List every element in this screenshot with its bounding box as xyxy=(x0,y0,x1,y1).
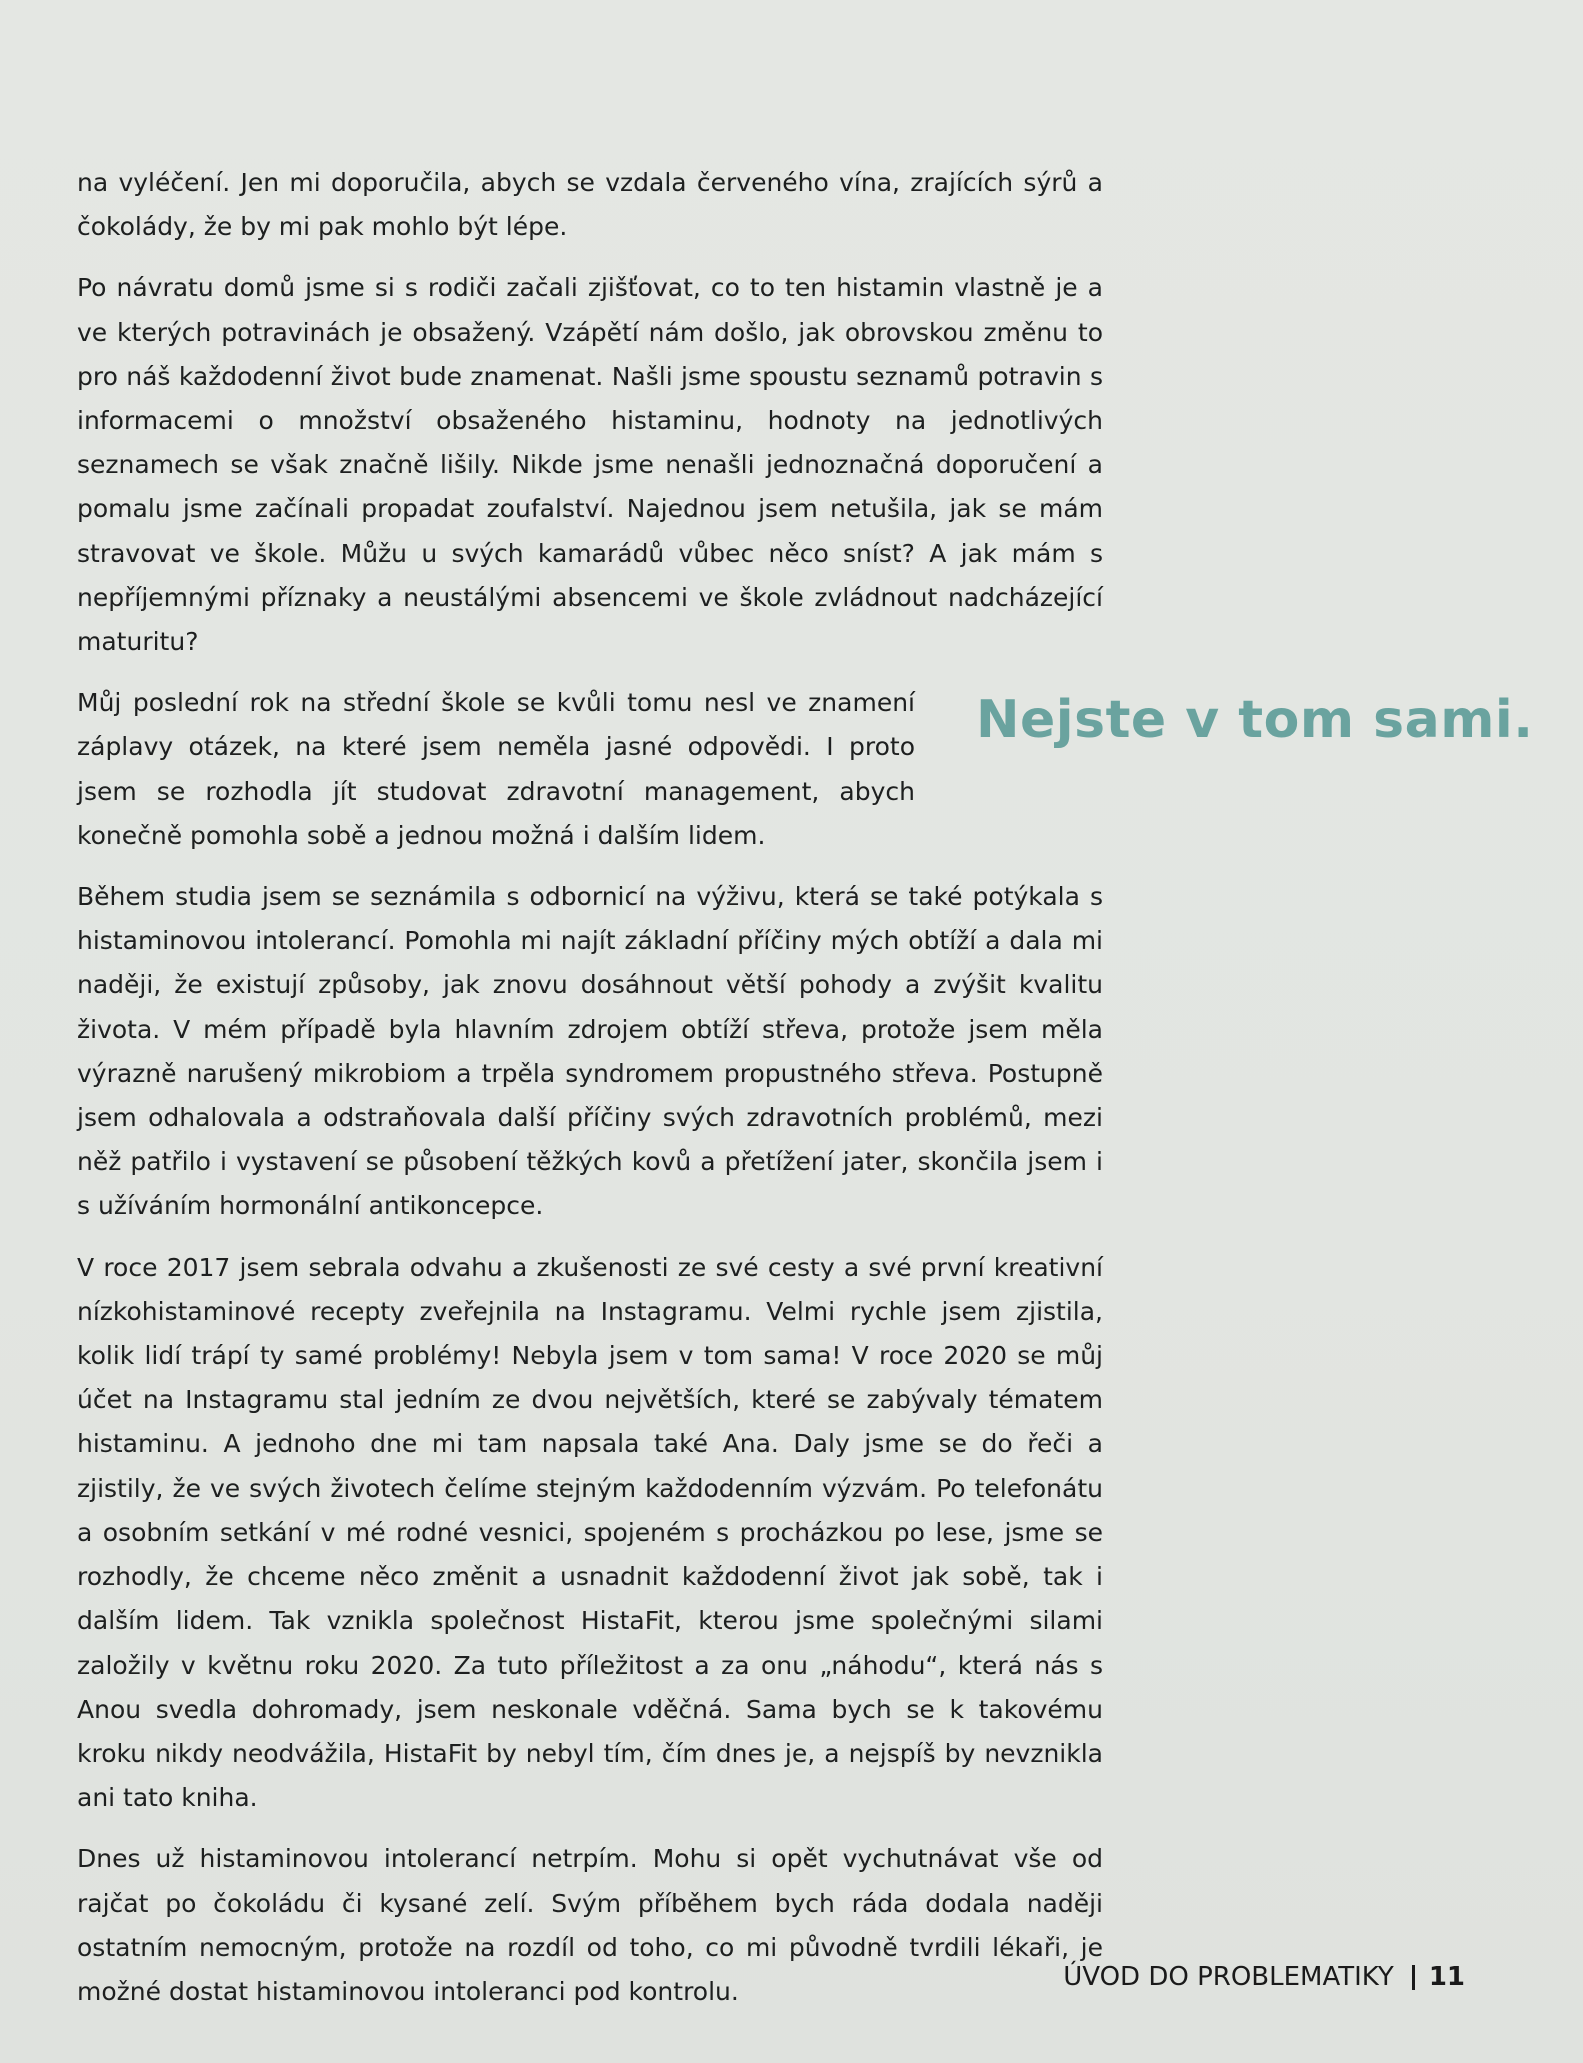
footer-divider xyxy=(1412,1965,1415,1990)
body-text xyxy=(77,161,1103,2031)
paragraph-4: Během studia jsem se seznámila s odbornicí na výživu, která se také potýkala s histaminovou intolerancí. Pomohla mi najít základní příčiny mých obtíží a dala mi naději, že existují způsoby, jak znovu dosáhnout větší pohody a zvýšit kvalitu života. V mém případě byla hlavním zdrojem obtíží střeva, protože jsem měla výrazně narušený mikrobiom a trpěla syndromem propustného střeva. Postupně jsem odhalovala a odstraňovala další příčiny svých zdravotních problémů, mezi něž patřilo i vystavení se působení těžkých kovů a přetížení jater, skončila jsem i s užíváním hormonální antikoncepce. xyxy=(77,882,1103,1221)
pull-quote: Nejste v tom sami. xyxy=(976,690,1534,750)
paragraph-1: na vyléčení. Jen mi doporučila, abych se vzdala červeného vína, zrajících sýrů a čokolády, že by mi pak mohlo být lépe. xyxy=(77,168,1103,242)
page-number: 11 xyxy=(1428,1962,1465,1992)
paragraph-2: Po návratu domů jsme si s rodiči začali zjišťovat, co to ten histamin vlastně je a ve kterých potravinách je obsažený. Vzápětí nám došlo, jak obrovskou změnu to pro náš každodenní život bude znamenat. Našli jsme spoustu seznamů potravin s informacemi o množství obsaženého histaminu, hodnoty na jednotlivých seznamech se však značně lišily. Nikde jsme nenašli jednoznačná doporučení a pomalu jsme začínali propadat zoufalství. Najednou jsem netušila, jak se mám stravovat ve škole. Můžu u svých kamarádů vůbec něco sníst? A jak mám s nepříjemnými příznaky a neustálými absencemi ve škole zvládnout nadcházející maturitu? xyxy=(77,273,1103,657)
paragraph-3: Můj poslední rok na střední škole se kvůli tomu nesl ve znamení záplavy otázek, na které jsem neměla jasné odpovědi. I proto jsem se rozhodla jít studovat zdravotní management, abych konečně pomohla sobě a jednou možná i dalším lidem. xyxy=(77,688,915,850)
paragraph-6: Dnes už histaminovou intolerancí netrpím. Mohu si opět vychutnávat vše od rajčat po čokoládu či kysané zelí. Svým příběhem bych ráda dodala naději ostatním nemocným, protože na rozdíl od toho, co mi původně tvrdili lékaři, je možné dostat histaminovou intoleranci pod kontrolu. xyxy=(77,1844,1103,2006)
running-footer-section: ÚVOD DO PROBLEMATIKY xyxy=(1063,1962,1394,1992)
paragraph-5: V roce 2017 jsem sebrala odvahu a zkušenosti ze své cesty a své první kreativní nízkohistaminové recepty zveřejnila na Instagramu. Velmi rychle jsem zjistila, kolik lidí trápí ty samé problémy! Nebyla jsem v tom sama! V roce 2020 se můj účet na Instagramu stal jedním ze dvou největších, které se zabývaly tématem histaminu. A jednoho dne mi tam napsala také Ana. Daly jsme se do řeči a zjistily, že ve svých životech čelíme stejným každodenním výzvám. Po telefonátu a osobním setkání v mé rodné vesnici, spojeném s procházkou po lese, jsme se rozhodly, že chceme něco změnit a usnadnit každodenní život jak sobě, tak i dalším lidem. Tak vznikla společnost HistaFit, kterou jsme společnými silami založily v květnu roku 2020. Za tuto příležitost a za onu „náhodu“, která nás s Anou svedla dohromady, jsem neskonale vděčná. Sama bych se k takovému kroku nikdy neodvážila, HistaFit by nebyl tím, čím dnes je, a nejspíš by nevznikla ani tato kniha. xyxy=(77,1252,1103,1813)
page-footer xyxy=(1063,1962,1465,1992)
